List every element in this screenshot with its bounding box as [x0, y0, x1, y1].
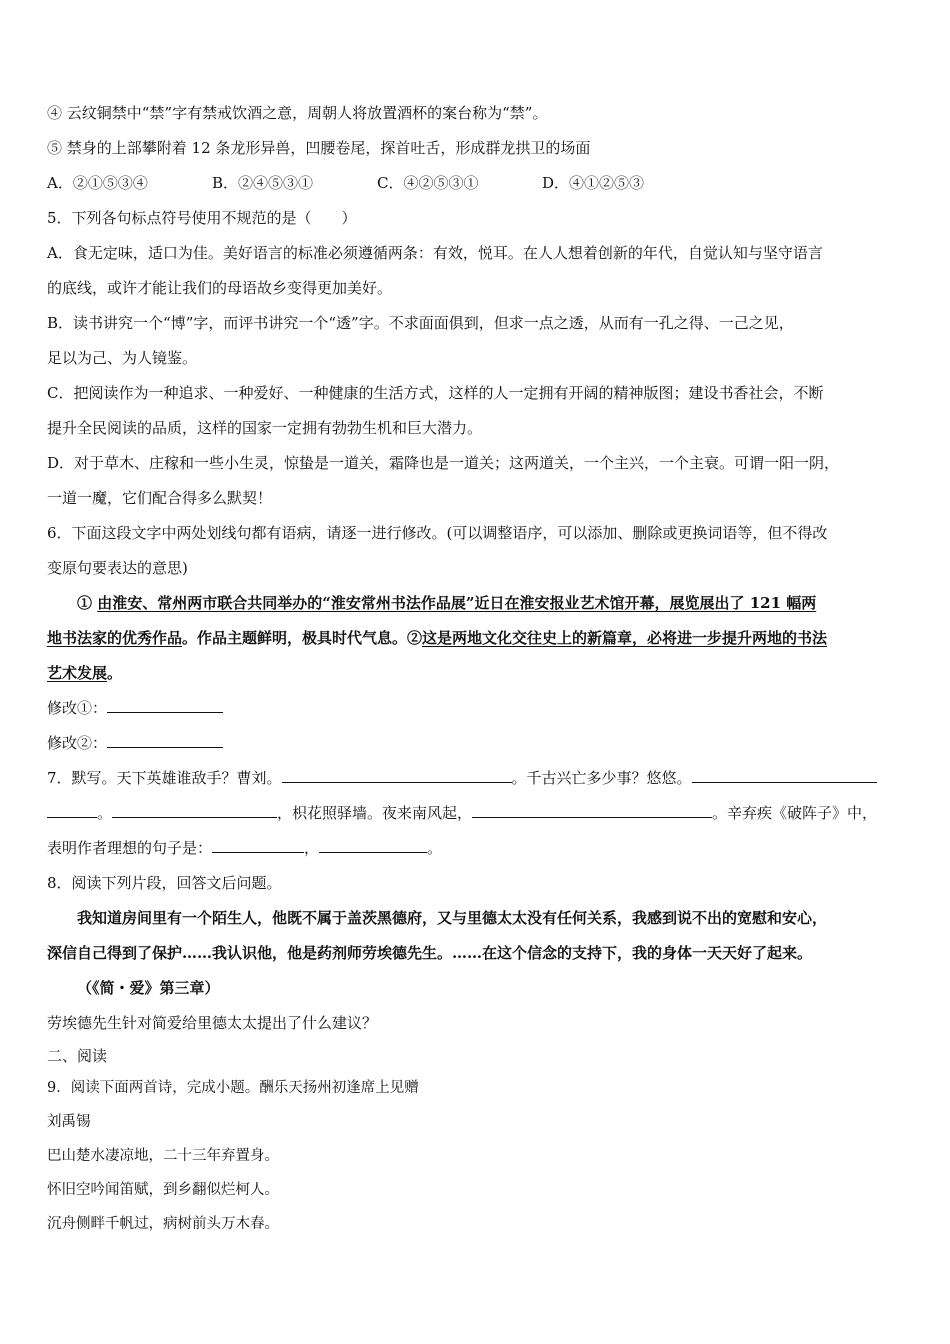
q7-text-7: ， — [304, 839, 320, 857]
q6-underlined-sentence-1-end: 地书法家的优秀作品 — [47, 629, 183, 647]
q7-blank-6[interactable] — [319, 834, 427, 853]
q5-option-d-line1: D．对于草木、庄稼和一些小生灵，惊蛰是一道关，霜降也是一道关；这两道关，一个主兴，一个主衰。可谓一阳一阴， — [47, 454, 840, 472]
q6-underlined-sentence-2-end: 艺术发展 — [47, 664, 108, 682]
q6-passage-line2 — [47, 621, 909, 656]
q6-fix-2-blank[interactable] — [107, 729, 223, 748]
q5-option-b-line2: 足以为己、为人镜鉴。 — [47, 349, 198, 367]
q6-passage-line1 — [47, 586, 909, 621]
q6-mark-2: ② — [407, 629, 423, 647]
q7-blank-4[interactable] — [472, 799, 712, 818]
q7-line3 — [47, 831, 909, 866]
q4-option-d: D．④①②⑤③ — [542, 174, 645, 192]
q7-text-3: 。 — [97, 804, 113, 822]
q7-text-5: 。辛弃疾《破阵子》中， — [712, 804, 878, 822]
q6-underlined-sentence-2: 这是两地文化交往史上的新篇章，必将进一步提升两地的书法 — [422, 629, 828, 647]
q5-stem: 5．下列各句标点符号使用不规范的是（ ） — [47, 209, 357, 227]
q6-stem-line1: 6．下面这段文字中两处划线句都有语病，请逐一进行修改。(可以调整语序，可以添加、删除或更换词语等，但不得改 — [47, 524, 828, 542]
q6-period: 。 — [107, 664, 123, 682]
q6-fix-2 — [47, 726, 909, 761]
q7-line2 — [47, 796, 909, 831]
q4-item-4: ④ 云纹铜禁中“禁”字有禁戒饮酒之意，周朝人将放置酒杯的案台称为“禁”。 — [47, 104, 548, 122]
q7-text-8: 。 — [427, 839, 443, 857]
q7-text-4: ，枳花照驿墙。夜来南风起， — [277, 804, 473, 822]
q6-fix-2-label: 修改②： — [47, 734, 108, 752]
q4-item-5: ⑤ 禁身的上部攀附着 12 条龙形异兽，凹腰卷尾，探首吐舌，形成群龙拱卫的场面 — [47, 139, 591, 157]
q5-option-c-line2: 提升全民阅读的品质，这样的国家一定拥有勃勃生机和巨大潜力。 — [47, 419, 483, 437]
q7-blank-1[interactable] — [282, 764, 512, 783]
poem-line-3: 沉舟侧畔千帆过，病树前头万木春。 — [47, 1216, 279, 1232]
q8-passage-line2: 深信自己得到了保护……我认识他，他是药剂师劳埃德先生。……在这个信念的支持下，我的身体一天天好了起来。 — [47, 944, 813, 962]
q5-option-d-line2: 一道一魔，它们配合得多么默契！ — [47, 489, 273, 507]
q8-stem: 8．阅读下列片段，回答文后问题。 — [47, 874, 282, 892]
q5-option-b-line1: B．读书讲究一个“博”字，而评书讲究一个“透”字。不求面面俱到，但求一点之透，从而有一孔之得、一己之见， — [47, 314, 794, 332]
q4-option-b: B．②④⑤③① — [212, 174, 314, 192]
q5-option-c-line1: C．把阅读作为一种追求、一种爱好、一种健康的生活方式，这样的人一定拥有开阔的精神版图；建设书香社会，不断 — [47, 384, 824, 402]
q7-blank-3[interactable] — [112, 799, 277, 818]
q7-blank-2-cont[interactable] — [47, 799, 97, 818]
q7-blank-2[interactable] — [692, 764, 877, 783]
q7-text-1: 7．默写。天下英雄谁敌手？曹刘。 — [47, 769, 282, 787]
document-page — [47, 96, 909, 1241]
q6-fix-1-label: 修改①： — [47, 699, 108, 717]
q4-option-c: C．④②⑤③① — [377, 174, 479, 192]
q7-blank-5[interactable] — [212, 834, 304, 853]
q6-underlined-sentence-1: 由淮安、常州两市联合共同举办的“淮安常州书法作品展”近日在淮安报业艺术馆开幕，展览展出了 121 幅两 — [97, 594, 817, 612]
q6-fix-1 — [47, 691, 909, 726]
q4-option-a: A．②①⑤③④ — [47, 174, 148, 192]
q7-text-6: 表明作者理想的句子是： — [47, 839, 213, 857]
poem-line-2: 怀旧空吟闻笛赋，到乡翻似烂柯人。 — [47, 1182, 279, 1198]
q6-stem-line2: 变原句要表达的意思) — [47, 559, 188, 577]
poem-author: 刘禹锡 — [47, 1114, 91, 1130]
q9-stem: 9．阅读下面两首诗，完成小题。酬乐天扬州初逢席上见赠 — [47, 1080, 419, 1096]
q7-line1 — [47, 761, 909, 796]
q6-fix-1-blank[interactable] — [107, 694, 223, 713]
q6-passage-line3 — [47, 656, 909, 691]
q8-passage-line1: 我知道房间里有一个陌生人，他既不属于盖茨黑德府，又与里德太太没有任何关系，我感到说不出的宽慰和安心， — [77, 909, 828, 927]
q5-option-a-line1: A．食无定味，适口为佳。美好语言的标准必须遵循两条：有效，悦耳。在人人想着创新的年代，自觉认知与坚守语言 — [47, 244, 823, 262]
q8-source: （《简・爱》第三章） — [77, 979, 220, 997]
q7-text-2: 。千古兴亡多少事？悠悠。 — [511, 769, 692, 787]
q5-option-a-line2: 的底线，或许才能让我们的母语故乡变得更加美好。 — [47, 279, 393, 297]
q6-plain-text: 。作品主题鲜明，极具时代气息。 — [182, 629, 408, 647]
q4-options — [47, 166, 909, 201]
q6-mark-1: ① — [77, 594, 98, 612]
q8-question: 劳埃德先生针对简爱给里德太太提出了什么建议？ — [47, 1014, 378, 1032]
poem-line-1: 巴山楚水凄凉地，二十三年弃置身。 — [47, 1148, 279, 1164]
section-heading: 二、阅读 — [47, 1047, 108, 1065]
